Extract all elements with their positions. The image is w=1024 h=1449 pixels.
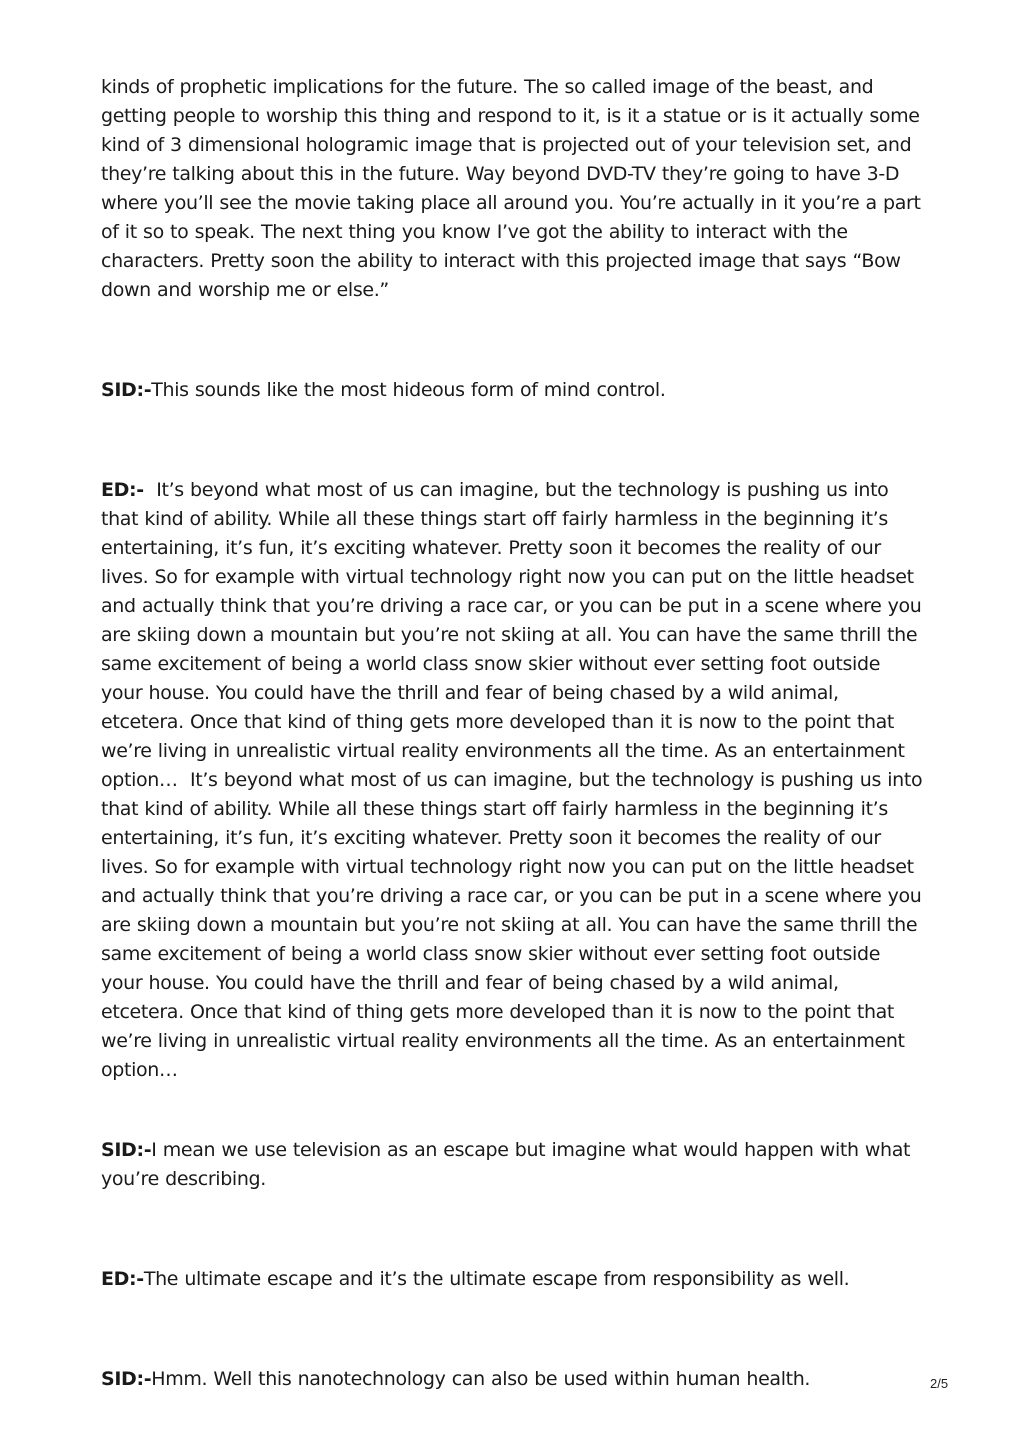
- dialogue-paragraph-sid: [101, 376, 923, 405]
- dialogue-paragraph-ed: [101, 476, 929, 1085]
- paragraph-continuation: [101, 73, 923, 305]
- speaker-label: SID:-: [101, 379, 152, 401]
- dialogue-paragraph-sid: [101, 1365, 923, 1394]
- speaker-label: ED:-: [101, 1268, 144, 1290]
- paragraph-text: The ultimate escape and it’s the ultimate escape from responsibility as well.: [143, 1268, 850, 1290]
- paragraph-text: Hmm. Well this nanotechnology can also be used within human health.: [151, 1368, 811, 1390]
- speaker-label: SID:-: [101, 1139, 152, 1161]
- paragraph-text: kinds of prophetic implications for the future. The so called image of the beast, and getting people to worship this thing and respond to it, is it a statue or is it actually some kind of 3 dimensional hologramic image that is projected out of your television set, and they’re talking about this in the future. Way beyond DVD-TV they’re going to have 3-D where you’ll see the movie taking place all around you. You’re actually in it you’re a part of it so to speak. The next thing you know I’ve got the ability to interact with the characters. Pretty soon the ability to interact with this projected image that says “Bow down and worship me or else.”: [101, 76, 921, 301]
- paragraph-text: It’s beyond what most of us can imagine, but the technology is pushing us into that kind of ability. While all these things start off fairly harmless in the beginning it’s entertaining, it’s fun, it’s exciting whatever. Pretty soon it becomes the reality of our lives. So for example with virtual technology right now you can put on the little headset and actually think that you’re driving a race car, or you can be put in a scene where you are skiing down a mountain but you’re not skiing at all. You can have the same thrill the same excitement of being a world class snow skier without ever setting foot outside your house. You could have the thrill and fear of being chased by a wild animal, etcetera. Once that kind of thing gets more developed than it is now to the point that we’re living in unrealistic virtual reality environments all the time. As an entertainment option… It’s beyond what most of us can imagine, but the technology is pushing us into that kind of ability. While all these things start off fairly harmless in the beginning it’s entertaining, it’s fun, it’s exciting whatever. Pretty soon it becomes the reality of our lives. So for example with virtual technology right now you can put on the little headset and actually think that you’re driving a race car, or you can be put in a scene where you are skiing down a mountain but you’re not skiing at all. You can have the same thrill the same excitement of being a world class snow skier without ever setting foot outside your house. You could have the thrill and fear of being chased by a wild animal, etcetera. Once that kind of thing gets more developed than it is now to the point that we’re living in unrealistic virtual reality environments all the time. As an entertainment option…: [101, 479, 929, 1081]
- dialogue-paragraph-ed: [101, 1265, 923, 1294]
- paragraph-text: I mean we use television as an escape but imagine what would happen with what you’re describing.: [101, 1139, 911, 1190]
- speaker-label: SID:-: [101, 1368, 152, 1390]
- dialogue-paragraph-sid: [101, 1136, 923, 1194]
- page-number: 2/5: [930, 1376, 949, 1391]
- document-body: [101, 73, 929, 1394]
- speaker-label: ED:-: [101, 479, 144, 501]
- paragraph-text: This sounds like the most hideous form of mind control.: [151, 379, 666, 401]
